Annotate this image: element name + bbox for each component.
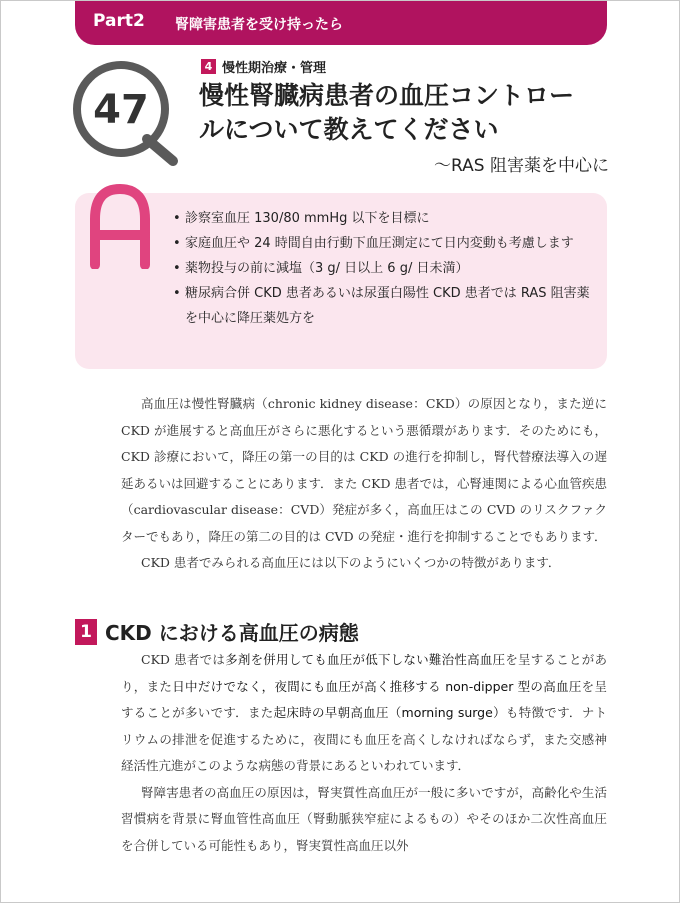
highlight-run: 起床時の早朝高血圧（morning surge） [273,705,506,720]
answer-points [173,206,593,331]
answer-point: • 診察室血圧 130/80 mmHg 以下を目標に [173,206,593,231]
part-header-bar [75,1,607,45]
question-title-line1: 慢性腎臓病患者の血圧コントロー [199,81,575,110]
section-heading [75,617,359,646]
answer-point: • 糖尿病合併 CKD 患者あるいは尿蛋白陽性 CKD 患者では RAS 阻害薬を中心に降圧薬処方を [173,281,593,331]
question-number: 47 [93,87,149,133]
answer-letter-a [85,179,155,269]
highlight-run: 多剤を併用しても血圧が低下しない難治性高血圧 [225,652,506,667]
section-title: CKD における高血圧の病態 [105,621,359,645]
section-paragraph-2: 腎障害患者の高血圧の原因は，腎実質性高血圧が一般に多いですが，高齢化や生活習慣病を背景に腎血管性高血圧（腎動脈狭窄症によるもの）やそのほか二次性高血圧を合併している可能性もあり，腎実質性高血圧以外 [121,784,607,853]
question-title-line2: ルについて教えてください [199,115,499,144]
answer-point: • 薬物投与の前に減塩（3 g/ 日以上 6 g/ 日未満） [173,256,593,281]
text-run: を呈することがあり，また [121,652,607,694]
intro-paragraph-2: CKD 患者でみられる高血圧には以下のようにいくつかの特徴があります． [141,555,561,570]
section-number: 1 [75,619,97,645]
highlight-run: 日中だけでなく，夜間にも血圧が高く推移する non-dipper 型の高血圧 [172,678,582,694]
category-text: 慢性期治療・管理 [222,61,327,76]
text-run: CKD 患者では [141,652,226,667]
text-run: も特徴です．ナトリウムの排泄を促進するために，夜間にも血圧を高くしなければならず，また交感神経活性亢進がこのような病態の背景にあるといわれています． [121,705,607,773]
category-number: 4 [201,59,216,74]
question-number-badge [69,57,189,167]
part-title: 腎障害患者を受け持ったら [175,17,343,33]
intro-paragraph-1: 高血圧は慢性腎臓病（chronic kidney disease：CKD）の原因となり，また逆に CKD が進展すると高血圧がさらに悪化するという悪循環があります．そのためにも，CKD 診療において，降圧の第一の目的は CKD の進行を抑制し，腎代替療法導入の遅延あるいは回避することにあります．また CKD 患者では，心腎連関による心血管疾患（cardiovascular disease：CVD）発症が多く，高血圧はこの CVD のリスクファクターでもあり，降圧の第二の目的は CVD の発症・進行を抑制することでもあります． [121,396,607,544]
answer-point: • 家庭血圧や 24 時間自由行動下血圧測定にて日内変動も考慮します [173,231,593,256]
text-run: を呈することが多いです．また [121,678,607,720]
category-label [201,57,326,76]
part-label: Part2 [93,11,145,31]
question-subtitle: ～RAS 阻害薬を中心に [434,156,609,176]
intro-text [121,391,607,577]
question-title [199,79,574,147]
section-text [121,647,607,859]
section-paragraph-1 [121,647,607,780]
